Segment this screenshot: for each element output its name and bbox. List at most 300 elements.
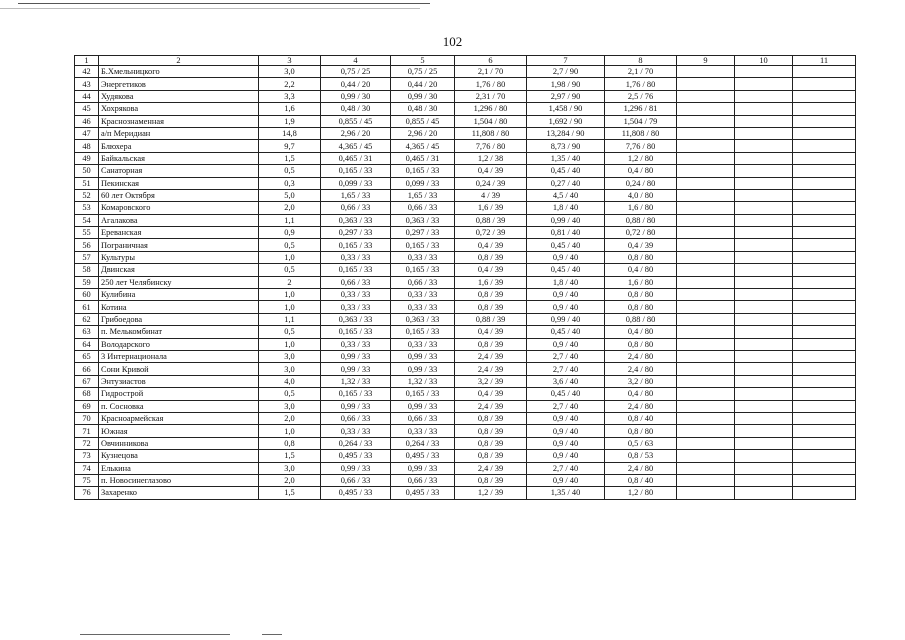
value-cell [735,363,793,375]
value-cell [793,276,856,288]
table-row [75,165,856,177]
value-cell: 0,88 / 39 [455,214,527,226]
value-cell: 0,27 / 40 [527,177,605,189]
value-cell: 0,33 / 33 [391,251,455,263]
value-cell: 1,32 / 33 [391,375,455,387]
value-cell: 0,9 / 40 [527,450,605,462]
row-number-cell: 62 [75,313,99,325]
value-cell [793,177,856,189]
value-cell [793,214,856,226]
value-cell: 0,88 / 39 [455,313,527,325]
value-cell [793,462,856,474]
value-cell: 0,99 / 33 [321,400,391,412]
value-cell: 0,4 / 39 [455,239,527,251]
header-cell: 3 [259,56,321,66]
value-cell [793,487,856,499]
value-cell: 1,2 / 39 [455,487,527,499]
table-row [75,301,856,313]
value-cell: 4,5 / 40 [527,189,605,201]
street-name-cell: Овчинникова [99,437,259,449]
table-row [75,115,856,127]
street-name-cell: Худякова [99,90,259,102]
value-cell: 0,495 / 33 [391,487,455,499]
value-cell: 2,96 / 20 [321,127,391,139]
table-row [75,140,856,152]
value-cell: 13,284 / 90 [527,127,605,139]
street-name-cell: Володарского [99,338,259,350]
value-cell [735,66,793,78]
value-cell: 0,9 [259,227,321,239]
value-cell: 0,99 / 40 [527,214,605,226]
value-cell: 0,5 [259,239,321,251]
value-cell: 0,75 / 25 [391,66,455,78]
value-cell [793,264,856,276]
value-cell: 1,0 [259,301,321,313]
street-name-cell: а/п Меридиан [99,127,259,139]
value-cell: 0,33 / 33 [321,289,391,301]
value-cell [677,214,735,226]
value-cell: 0,363 / 33 [391,214,455,226]
value-cell: 0,855 / 45 [321,115,391,127]
value-cell [735,313,793,325]
table-row [75,350,856,362]
value-cell [793,115,856,127]
value-cell: 0,4 / 39 [455,264,527,276]
value-cell: 0,165 / 33 [321,388,391,400]
value-cell [677,350,735,362]
value-cell: 0,45 / 40 [527,239,605,251]
value-cell: 0,165 / 33 [391,388,455,400]
value-cell: 0,88 / 80 [605,214,677,226]
value-cell: 0,165 / 33 [321,239,391,251]
value-cell: 2,7 / 40 [527,363,605,375]
value-cell [677,177,735,189]
row-number-cell: 49 [75,152,99,164]
value-cell [735,251,793,263]
value-cell [677,437,735,449]
value-cell [735,350,793,362]
value-cell: 0,363 / 33 [321,214,391,226]
value-cell: 1,35 / 40 [527,487,605,499]
value-cell [677,239,735,251]
value-cell: 1,504 / 80 [455,115,527,127]
street-name-cell: Б.Хмельницкого [99,66,259,78]
value-cell [677,165,735,177]
value-cell: 0,8 / 39 [455,338,527,350]
value-cell: 0,4 / 39 [455,326,527,338]
value-cell: 0,4 / 39 [455,388,527,400]
value-cell [677,115,735,127]
value-cell: 0,8 / 40 [605,474,677,486]
table-row [75,326,856,338]
value-cell: 0,165 / 33 [391,239,455,251]
value-cell: 0,165 / 33 [391,326,455,338]
value-cell: 0,4 / 39 [455,165,527,177]
value-cell: 1,296 / 80 [455,103,527,115]
table-row [75,462,856,474]
value-cell: 0,9 / 40 [527,338,605,350]
value-cell [677,264,735,276]
value-cell: 1,5 [259,152,321,164]
value-cell: 4,0 / 80 [605,189,677,201]
value-cell: 3,0 [259,363,321,375]
value-cell: 2,7 / 40 [527,462,605,474]
header-cell: 1 [75,56,99,66]
value-cell [677,487,735,499]
table-row [75,251,856,263]
header-cell: 7 [527,56,605,66]
value-cell: 1,0 [259,338,321,350]
value-cell [735,189,793,201]
value-cell: 0,33 / 33 [321,301,391,313]
value-cell [735,338,793,350]
value-cell: 0,66 / 33 [391,474,455,486]
value-cell: 0,165 / 33 [321,264,391,276]
value-cell: 0,33 / 33 [391,301,455,313]
value-cell: 2,4 / 80 [605,462,677,474]
value-cell: 3,0 [259,462,321,474]
row-number-cell: 56 [75,239,99,251]
value-cell: 1,0 [259,289,321,301]
value-cell [677,474,735,486]
value-cell [677,103,735,115]
value-cell: 2,0 [259,474,321,486]
value-cell: 0,45 / 40 [527,264,605,276]
value-cell: 0,44 / 20 [321,78,391,90]
value-cell: 0,8 / 40 [605,412,677,424]
value-cell: 0,3 [259,177,321,189]
value-cell: 1,0 [259,425,321,437]
value-cell: 0,165 / 33 [391,165,455,177]
value-cell [735,326,793,338]
value-cell: 0,66 / 33 [321,276,391,288]
street-name-cell: Байкальская [99,152,259,164]
value-cell [735,140,793,152]
table-row [75,78,856,90]
street-name-cell: 250 лет Челябинску [99,276,259,288]
street-name-cell: п. Мелькомбинат [99,326,259,338]
row-number-cell: 52 [75,189,99,201]
table-row [75,239,856,251]
value-cell: 0,45 / 40 [527,165,605,177]
value-cell [677,251,735,263]
row-number-cell: 45 [75,103,99,115]
row-number-cell: 43 [75,78,99,90]
value-cell: 0,5 [259,388,321,400]
value-cell: 4,365 / 45 [391,140,455,152]
value-cell: 0,264 / 33 [391,437,455,449]
value-cell: 1,296 / 81 [605,103,677,115]
value-cell: 0,99 / 30 [391,90,455,102]
value-cell: 1,2 / 80 [605,152,677,164]
value-cell: 0,9 / 40 [527,289,605,301]
value-cell: 0,855 / 45 [391,115,455,127]
street-name-cell: Хохрякова [99,103,259,115]
value-cell [735,276,793,288]
street-name-cell: 60 лет Октября [99,189,259,201]
value-cell: 9,7 [259,140,321,152]
row-number-cell: 74 [75,462,99,474]
value-cell: 0,9 / 40 [527,474,605,486]
value-cell [677,412,735,424]
table-row [75,437,856,449]
table-row [75,90,856,102]
street-name-cell: Кузнецова [99,450,259,462]
value-cell [677,289,735,301]
header-cell: 5 [391,56,455,66]
value-cell: 0,8 / 39 [455,474,527,486]
value-cell: 2,4 / 80 [605,363,677,375]
value-cell [793,78,856,90]
value-cell [735,127,793,139]
value-cell [793,152,856,164]
row-number-cell: 65 [75,350,99,362]
value-cell: 0,297 / 33 [391,227,455,239]
header-cell: 9 [677,56,735,66]
table-row [75,363,856,375]
value-cell: 1,6 / 80 [605,202,677,214]
value-cell: 3,2 / 80 [605,375,677,387]
value-cell: 0,165 / 33 [391,264,455,276]
value-cell [735,412,793,424]
value-cell: 0,5 / 63 [605,437,677,449]
value-cell [793,66,856,78]
value-cell: 0,8 / 80 [605,289,677,301]
street-name-cell: Ереванская [99,227,259,239]
value-cell: 3,6 / 40 [527,375,605,387]
row-number-cell: 60 [75,289,99,301]
value-cell: 7,76 / 80 [455,140,527,152]
value-cell: 3,0 [259,66,321,78]
table-row [75,400,856,412]
value-cell: 0,99 / 33 [321,350,391,362]
value-cell [793,103,856,115]
value-cell: 0,4 / 80 [605,264,677,276]
value-cell: 1,458 / 90 [527,103,605,115]
value-cell [793,227,856,239]
value-cell [677,276,735,288]
value-cell [793,140,856,152]
value-cell: 0,33 / 33 [321,425,391,437]
value-cell: 0,465 / 31 [391,152,455,164]
value-cell [793,301,856,313]
value-cell: 0,264 / 33 [321,437,391,449]
value-cell: 4,365 / 45 [321,140,391,152]
value-cell: 1,8 / 40 [527,276,605,288]
table-row [75,127,856,139]
street-name-cell: Блюхера [99,140,259,152]
bottom-rule-short [262,634,282,635]
page-number: 102 [442,34,463,49]
value-cell: 1,1 [259,313,321,325]
value-cell: 2,7 / 90 [527,66,605,78]
value-cell: 1,65 / 33 [321,189,391,201]
value-cell [735,165,793,177]
row-number-cell: 55 [75,227,99,239]
value-cell: 0,8 / 39 [455,437,527,449]
value-cell: 7,76 / 80 [605,140,677,152]
value-cell: 0,8 / 53 [605,450,677,462]
row-number-cell: 68 [75,388,99,400]
street-name-cell: 3 Интернационала [99,350,259,362]
value-cell [677,90,735,102]
value-cell [735,177,793,189]
value-cell: 1,6 / 80 [605,276,677,288]
value-cell: 1,32 / 33 [321,375,391,387]
value-cell: 0,099 / 33 [321,177,391,189]
value-cell: 0,8 / 39 [455,412,527,424]
value-cell [735,425,793,437]
value-cell: 0,45 / 40 [527,326,605,338]
value-cell [677,326,735,338]
street-name-cell: п. Сосновка [99,400,259,412]
value-cell [677,301,735,313]
value-cell: 1,1 [259,214,321,226]
header-cell: 11 [793,56,856,66]
value-cell: 1,6 [259,103,321,115]
row-number-cell: 72 [75,437,99,449]
value-cell [735,239,793,251]
row-number-cell: 76 [75,487,99,499]
value-cell: 0,66 / 33 [321,474,391,486]
value-cell: 0,99 / 33 [391,363,455,375]
value-cell [735,78,793,90]
value-cell: 0,24 / 39 [455,177,527,189]
row-number-cell: 73 [75,450,99,462]
value-cell [793,313,856,325]
row-number-cell: 64 [75,338,99,350]
value-cell [735,462,793,474]
table-row [75,375,856,387]
header-cell: 2 [99,56,259,66]
value-cell: 2 [259,276,321,288]
value-cell [677,388,735,400]
bottom-rule [80,634,230,635]
value-cell: 0,33 / 33 [321,251,391,263]
value-cell: 0,4 / 39 [605,239,677,251]
value-cell [735,450,793,462]
table-row [75,474,856,486]
value-cell: 0,099 / 33 [391,177,455,189]
value-cell: 14,8 [259,127,321,139]
value-cell [793,450,856,462]
street-name-cell: Агалакова [99,214,259,226]
value-cell [735,437,793,449]
value-cell [735,214,793,226]
value-cell: 0,33 / 33 [391,289,455,301]
top-rule [18,3,430,4]
top-rule-faint [0,8,420,9]
value-cell [735,301,793,313]
street-name-cell: Красноармейская [99,412,259,424]
value-cell [735,264,793,276]
value-cell: 2,97 / 90 [527,90,605,102]
table-row [75,189,856,201]
table-row [75,388,856,400]
value-cell: 1,504 / 79 [605,115,677,127]
value-cell [677,400,735,412]
street-name-cell: Кулибина [99,289,259,301]
value-cell: 1,8 / 40 [527,202,605,214]
value-cell: 2,7 / 40 [527,350,605,362]
value-cell: 4,0 [259,375,321,387]
value-cell: 0,33 / 33 [391,425,455,437]
value-cell: 3,0 [259,400,321,412]
value-cell: 0,72 / 39 [455,227,527,239]
header-cell: 4 [321,56,391,66]
value-cell: 0,72 / 80 [605,227,677,239]
row-number-cell: 50 [75,165,99,177]
value-cell: 0,33 / 33 [321,338,391,350]
row-number-cell: 66 [75,363,99,375]
street-name-cell: Культуры [99,251,259,263]
value-cell [793,90,856,102]
value-cell: 0,24 / 80 [605,177,677,189]
value-cell: 1,2 / 80 [605,487,677,499]
value-cell [677,338,735,350]
table-row [75,276,856,288]
value-cell: 2,2 [259,78,321,90]
value-cell: 0,8 / 39 [455,301,527,313]
value-cell [735,487,793,499]
value-cell: 2,4 / 39 [455,350,527,362]
street-name-cell: Пограничная [99,239,259,251]
value-cell: 2,4 / 39 [455,462,527,474]
table-row [75,177,856,189]
value-cell: 0,8 [259,437,321,449]
value-cell [677,66,735,78]
value-cell [793,425,856,437]
value-cell: 0,165 / 33 [321,326,391,338]
table-row [75,338,856,350]
value-cell: 3,0 [259,350,321,362]
row-number-cell: 46 [75,115,99,127]
value-cell [677,450,735,462]
value-cell [735,115,793,127]
value-cell: 2,31 / 70 [455,90,527,102]
value-cell [793,388,856,400]
row-number-cell: 58 [75,264,99,276]
value-cell [677,375,735,387]
table-row [75,313,856,325]
value-cell: 0,8 / 80 [605,301,677,313]
value-cell [677,363,735,375]
table-row [75,425,856,437]
street-name-cell: Сони Кривой [99,363,259,375]
value-cell: 0,99 / 33 [321,363,391,375]
value-cell [677,313,735,325]
row-number-cell: 71 [75,425,99,437]
value-cell: 0,99 / 33 [391,400,455,412]
value-cell: 0,99 / 33 [391,462,455,474]
street-name-cell: Краснознаменная [99,115,259,127]
value-cell: 1,5 [259,487,321,499]
row-number-cell: 67 [75,375,99,387]
row-number-cell: 57 [75,251,99,263]
value-cell: 0,66 / 33 [321,202,391,214]
value-cell: 1,98 / 90 [527,78,605,90]
value-cell: 0,48 / 30 [321,103,391,115]
value-cell: 0,165 / 33 [321,165,391,177]
value-cell [735,388,793,400]
value-cell [793,202,856,214]
value-cell [793,437,856,449]
value-cell [793,165,856,177]
value-cell [793,189,856,201]
value-cell [793,350,856,362]
value-cell [793,375,856,387]
value-cell: 3,2 / 39 [455,375,527,387]
